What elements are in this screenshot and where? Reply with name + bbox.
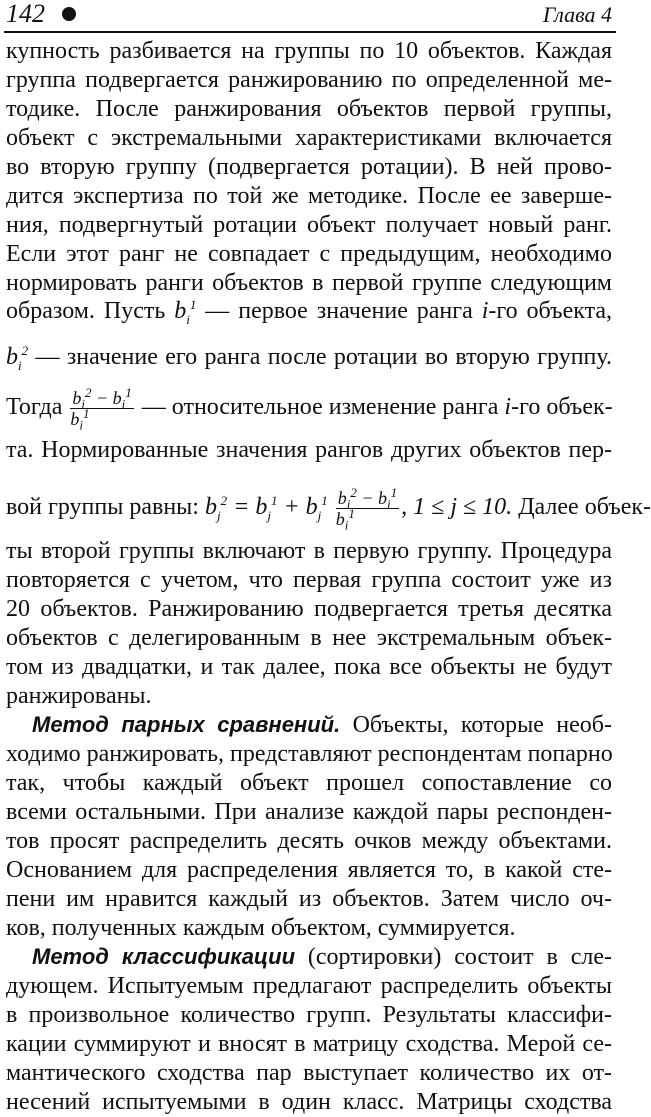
text-line [32,710,612,740]
text-run: — первое значение ранга [205,298,473,324]
text-line: объектов с делегированным в нее экстремальным объек- [6,625,612,651]
text-line: во вторую группу (подвергается ротации). В ней прово- [6,154,612,180]
text-line [6,485,651,533]
bullet-icon [62,7,76,21]
text-line: ния, подвергнутый ротации объект получает новый ранг. [6,212,612,238]
math-i: i [481,298,489,324]
term-classification-method: Метод классификации [32,944,296,969]
text-line: Если этот ранг не совпадает с предыдущим, необходимо [6,241,612,267]
text-line: 20 объектов. Ранжированию подвергается третья десятка [6,596,612,622]
text-line: кации суммируют и вносят в матрицу сходства. Мерой се- [6,1031,612,1057]
text-line [32,942,612,972]
text-run: (сортировки) состоит в сле- [307,944,613,970]
text-line: нормировать ранги объектов в первой группе следующим [6,270,612,296]
text-line: ранжированы. [6,683,152,709]
fraction-in-formula: $\frac{b_i^2 - b_i^1}{b_i^1}$ [335,485,398,533]
text-run: Объекты, которые необ- [352,712,612,738]
text-line: тов просят распределить десять очков между объектами. [6,828,612,854]
text-line: мантического сходства пар выступает количество их от- [6,1060,612,1086]
text-run: Тогда [6,394,63,421]
text-run: -го объекта, [488,298,613,324]
fraction-relative-change: $\frac{b_i^2 - b_i^1}{b_i^1}$ [70,385,132,433]
text-line [6,385,613,433]
text-line: пени им нравится каждый из объектов. Затем число оч- [6,886,612,912]
text-line: ков, полученных каждым объектом, суммируется. [6,915,516,941]
text-line: Основанием для распределения является то, в какой сте- [6,857,612,883]
text-line: дующем. Испытуемым предлагают распределить объекты [6,973,612,999]
text-run: образом. Пусть [6,298,166,324]
math-b-i-1: $b_i^1$ [174,297,197,327]
text-line: несений испытуемыми в один класс. Матрицы сходства [6,1089,612,1115]
text-line [6,342,612,372]
text-run: -го объек- [511,394,613,421]
chapter-title: Глава 4 [542,2,612,27]
text-line: ты второй группы включают в первую группу. Процедура [6,538,612,564]
formula-normalized-rank: $b_j^2 = b_j^1 + b_j^1$ $\frac{b_i^2 - b_i^1}{b_i^1}$ , 1 ≤ j ≤ 10. [204,485,513,533]
page-number: 142 [6,0,45,28]
math-i: i [504,394,512,421]
text-run: — относительное изменение ранга [141,394,499,421]
page-header [4,0,614,30]
text-line: ходимо ранжировать, представляют респондентам попарно [6,741,613,767]
text-line: том из двадцатки, и так далее, пока все объекты не будут [6,654,612,680]
math-b-i-2: $b_i^2$ [6,343,29,373]
text-line: купность разбивается на группы по 10 объектов. Каждая [6,38,612,64]
header-rule [4,31,616,33]
text-line: тодике. После ранжирования объектов первой группы, [6,96,612,122]
text-run: Далее объек- [518,494,651,521]
text-line [6,296,612,326]
text-line: так, чтобы каждый объект прошел сопоставление со [6,770,612,796]
text-line: в произвольное количество групп. Результаты классифи- [6,1002,612,1028]
text-line: дится экспертиза по той же методике. После ее заверше- [6,183,612,209]
text-run: — значение его ранга после ротации во вторую группу. [35,344,613,370]
text-line: повторяется с учетом, что первая группа состоит уже из [6,567,612,593]
term-paired-comparisons: Метод парных сравнений. [32,712,341,737]
text-line: та. Нормированные значения рангов других объектов пер- [6,437,612,463]
text-line: группа подвергается ранжированию по определенной ме- [6,67,612,93]
text-run: вой группы равны: [6,494,199,521]
text-line: всеми остальными. При анализе каждой пары респонден- [6,799,612,825]
text-line: объект с экстремальными характеристиками включается [6,125,612,151]
